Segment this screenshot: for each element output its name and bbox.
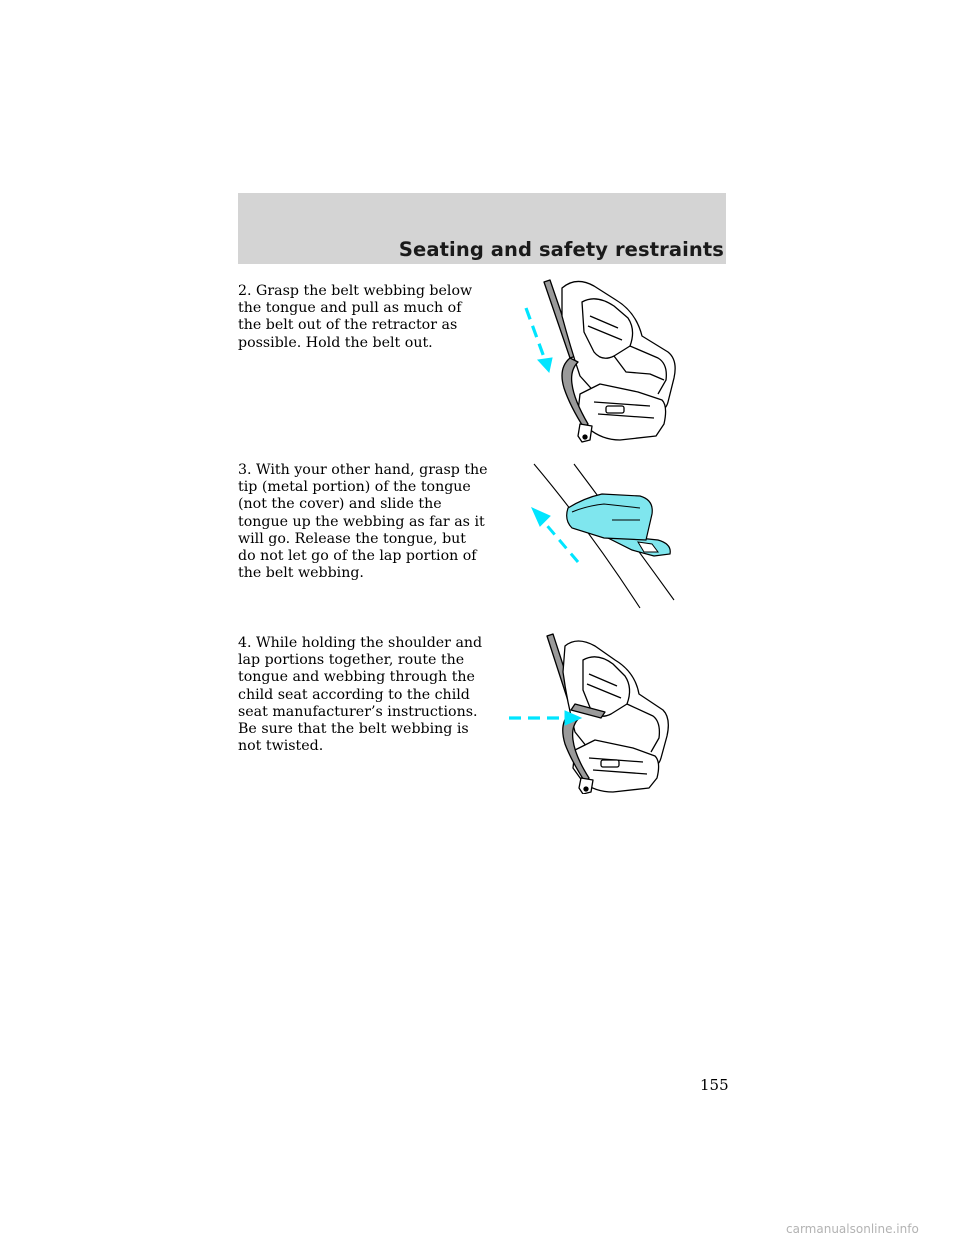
child-seat-belt-pull-down-illustration [518,276,688,448]
child-seat-belt-route-through-illustration [505,632,685,794]
step-3-text: 3. With your other hand, grasp the tip (metal portion) of the tongue (not the cover) and slide the tongue up the webbing as far as it will go. Release the tongue, but do not let go of the lap portion of the belt webbing. [238,462,488,582]
section-header-band [238,193,726,264]
page-number: 155 [700,1076,729,1094]
step-4-text: 4. While holding the shoulder and lap portions together, route the tongue and webbing through the child seat according to the child seat manufacturer’s instructions. Be sure that the belt webbing is not twisted. [238,635,483,755]
belt-tongue-slide-up-illustration [528,458,683,610]
watermark: carmanualsonline.info [786,1222,919,1236]
section-title: Seating and safety restraints [398,238,724,261]
step-2-text: 2. Grasp the belt webbing below the tongue and pull as much of the belt out of the retractor as possible. Hold the belt out. [238,283,473,351]
